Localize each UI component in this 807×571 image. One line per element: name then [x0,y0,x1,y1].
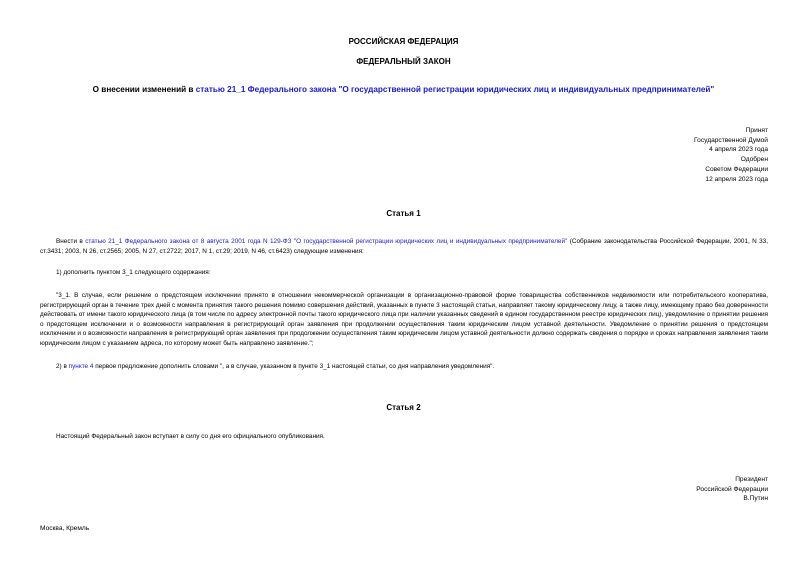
signature-name: В.Путин [743,495,768,503]
article1-quote: "3_1. В случае, если решение о предстоящем исключении принято в отношении некоммерческой организации в организационно-правовой форме товарищества собственников недвижимости или потребительского кооператива, регистрирующий орган в течение трех дней с момента принятия такого решения помимо совершения действий, указанных в пункте 3 настоящей статьи, направляет такому юридическому лицу, а также лицу, имеющему право без доверенности действовать от имени такого юридического лица (в том числе по адресу электронной почты такого юридического лица при наличии указанных сведений в едином государственном реестре юридических лиц), уведомление о принятии решения о предстоящем исключении и о возможности направления в регистрирующий орган заявления при продолжении осуществления таким юридическим лицом уставной деятельности. Уведомление о принятии решения о предстоящем исключении и о возможности направления в регистрирующий орган заявления при продолжении осуществления таким юридическим лицом уставной деятельности должно содержать сведения о порядке и сроках направления заявления таким юридическим лицом с указанием адреса, по которому может быть направлено заявление."; [40,292,768,347]
adoption-block [694,126,768,184]
law-title-prefix: О внесении изменений в [92,85,196,94]
approved-date: 12 апреля 2023 года [705,175,768,183]
adopted-by: Государственной Думой [694,136,768,144]
signature-country: Российской Федерации [696,485,768,493]
signature-block [696,475,768,504]
article1-item2-link[interactable]: пункте 4 [68,363,94,370]
adopted-date: 4 апреля 2023 года [709,146,768,154]
article1-item2-suffix: первое предложение дополнить словами ", а в случае, указанном в пункте 3_1 настоящей статьи, со дня направления уведомления". [93,363,495,370]
approved-by: Советом Федерации [705,165,768,173]
article1-intro-suffix: (Собрание законодательства Российской Федерации, 2001, N 33, ст.3431; 2003, N 26, ст.2565; 2005, N 27, ст.2722; 2017, N 1, ст.29; 2019, N 46, ст.6423) следующие изменения: [40,238,768,255]
law-title-link[interactable]: статью 21_1 Федерального закона "О государственной регистрации юридических лиц и индивидуальных предпринимателей" [195,85,715,94]
doc-type-heading: ФЕДЕРАЛЬНЫЙ ЗАКОН [356,57,451,66]
signature-title: Президент [735,476,768,483]
article1-item2-prefix: 2) в [56,363,69,370]
article1-intro-prefix: Внести в [56,238,86,245]
law-title [0,85,807,94]
article1-item1: 1) дополнить пунктом 3_1 следующего содержания: [56,269,211,276]
country-heading: РОССИЙСКАЯ ФЕДЕРАЦИЯ [348,37,459,46]
article1-heading: Статья 1 [386,209,421,218]
article2-heading: Статья 2 [386,403,421,412]
article1-intro-link[interactable]: статью 21_1 Федерального закона от 8 августа 2001 года N 129-ФЗ "О государственной регистрации юридических лиц и индивидуальных предпринимателей" [85,238,568,245]
approved-label: Одобрен [740,156,768,164]
article1-item2 [40,362,768,372]
article2-text: Настоящий Федеральный закон вступает в силу со дня его официального опубликования. [56,433,325,440]
adopted-label: Принят [745,127,768,134]
signing-place: Москва, Кремль [40,525,90,532]
article1-intro [40,237,768,256]
